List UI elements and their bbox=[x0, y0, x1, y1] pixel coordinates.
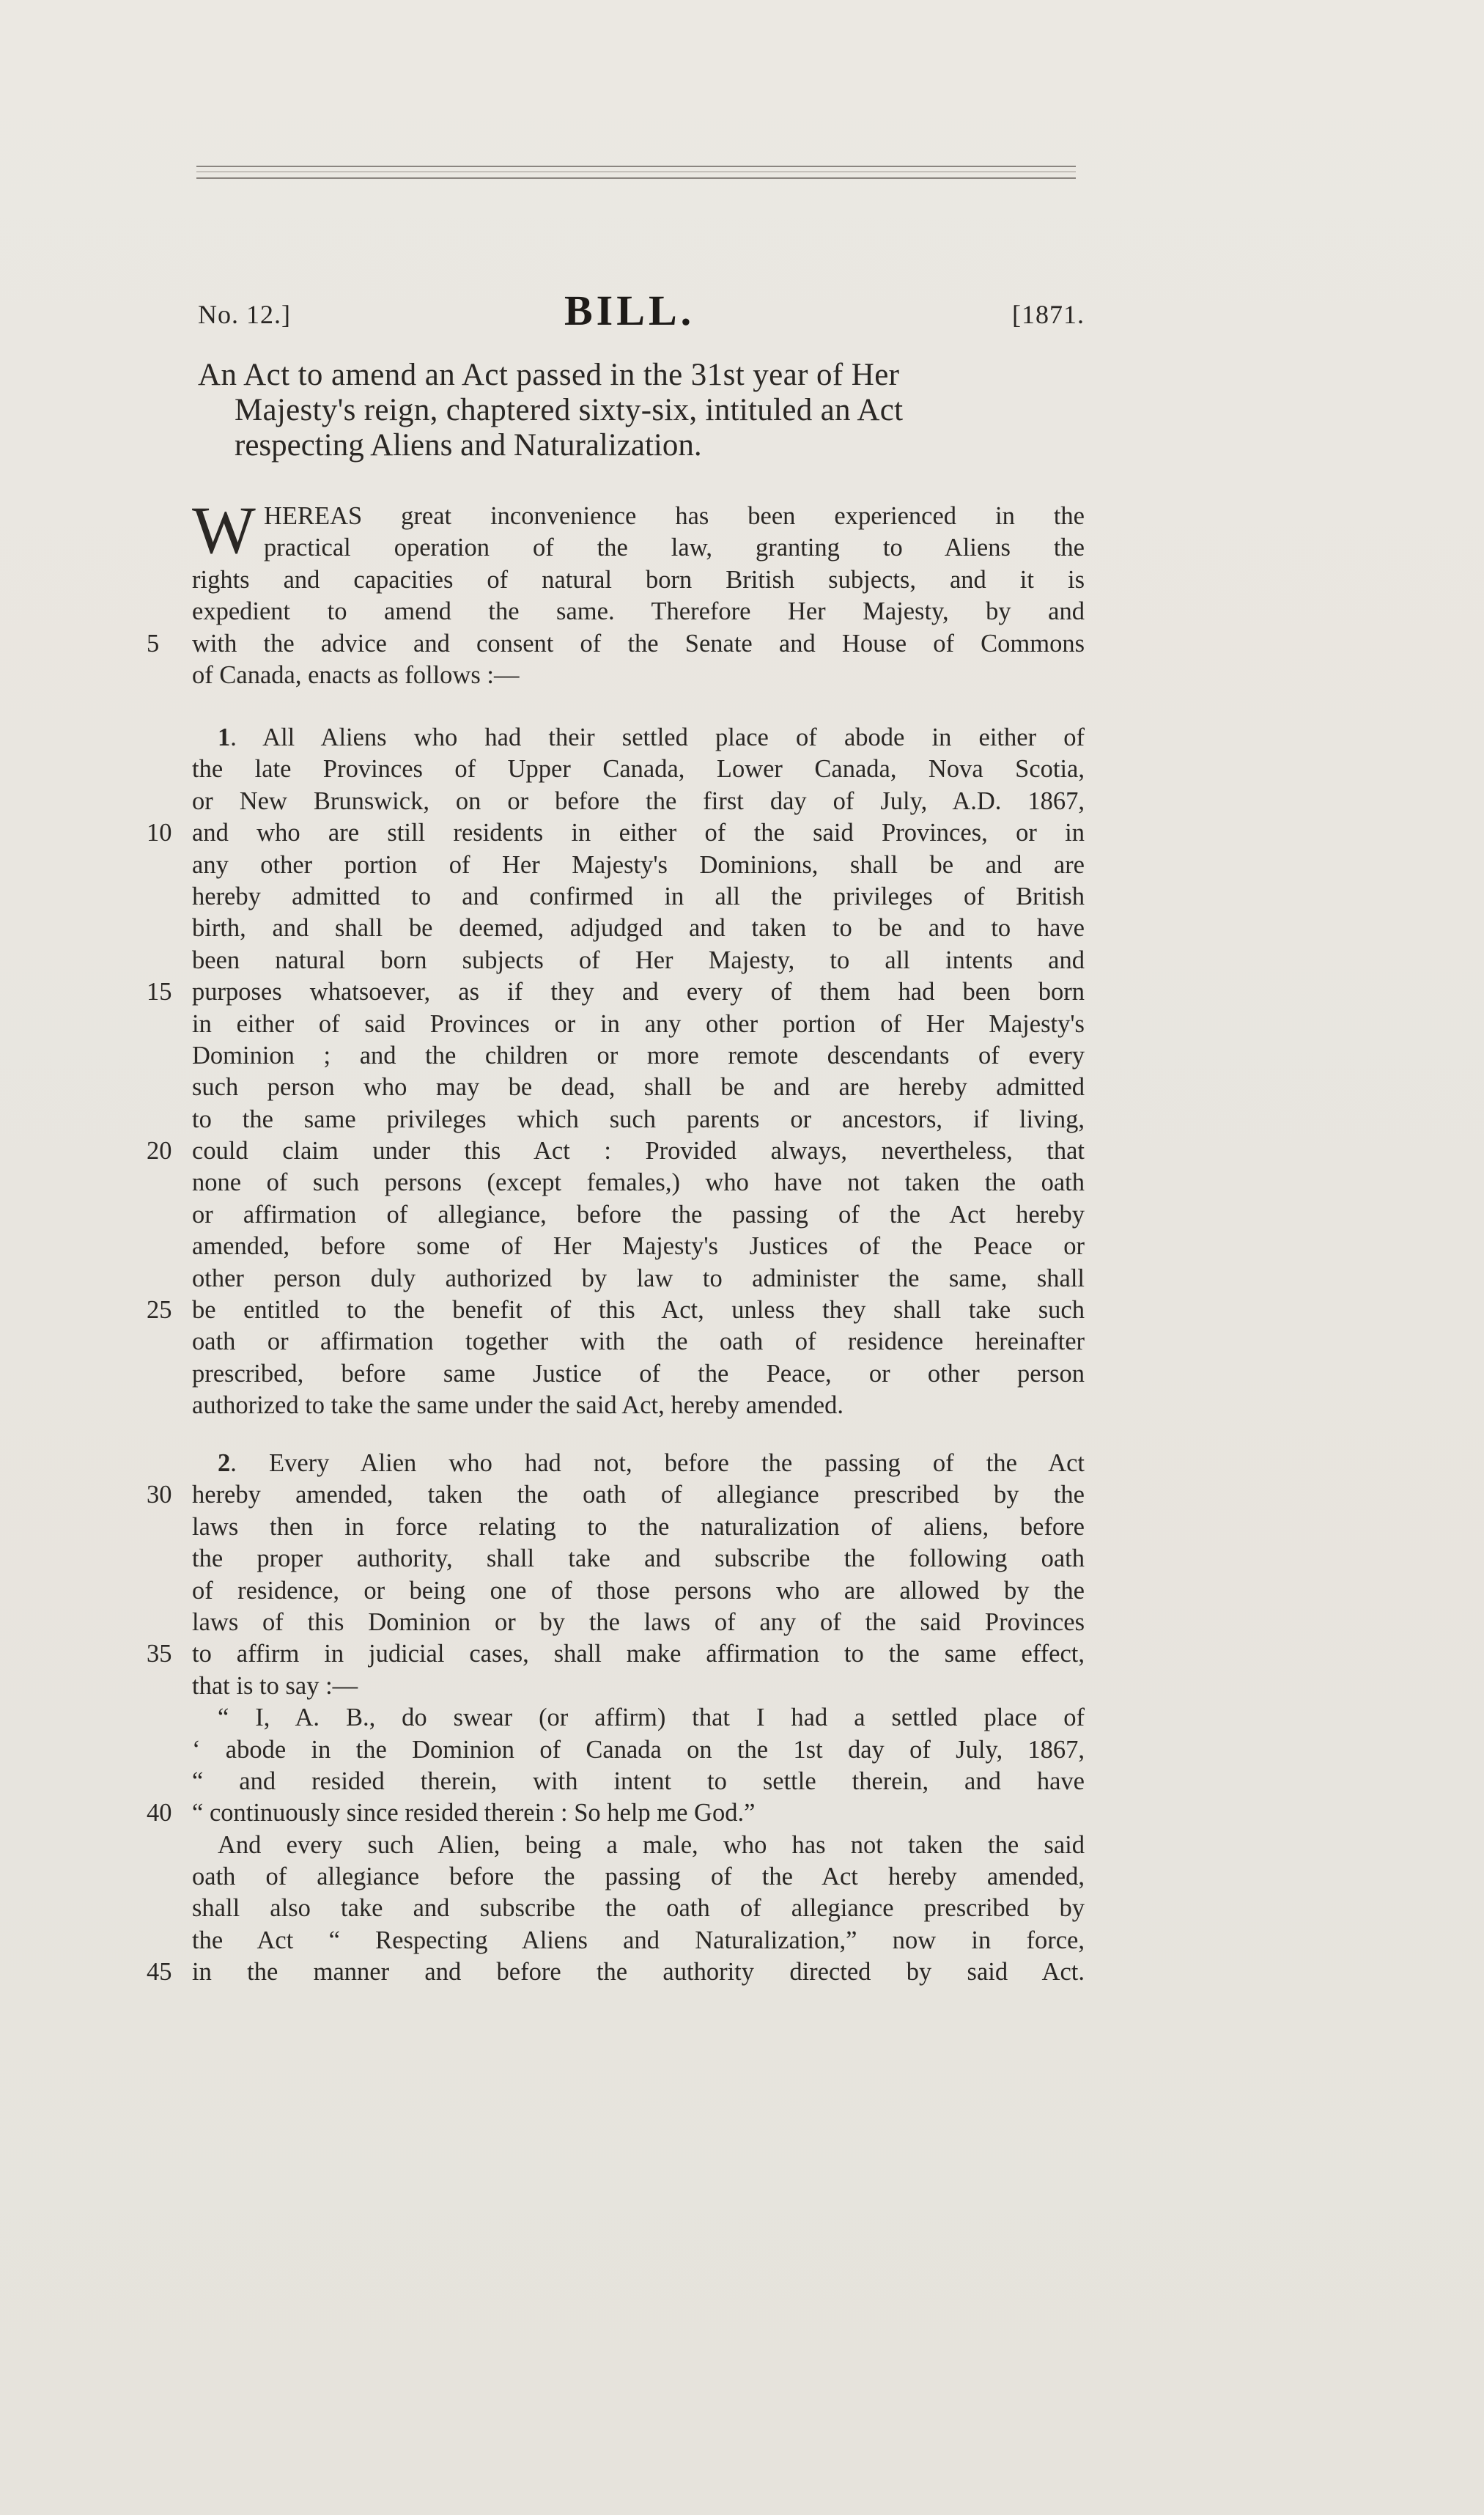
preamble bbox=[147, 493, 1085, 691]
preamble-line-numbered bbox=[147, 628, 1085, 660]
top-rule-lower bbox=[196, 177, 1076, 179]
section-line-text: . Every Alien who had not, before the passing of the Act bbox=[230, 1449, 1085, 1477]
oath-line: “ I, A. B., do swear (or affirm) that I had a settled place of bbox=[218, 1704, 1085, 1732]
section-line-text: could claim under this Act : Provided always, nevertheless, that bbox=[192, 1137, 1085, 1166]
section-line: hereby admitted to and confirmed in all the privileges of British bbox=[192, 882, 1085, 910]
act-title bbox=[198, 358, 1088, 463]
line-number: 40 bbox=[147, 1799, 172, 1827]
section-line-numbered bbox=[147, 1135, 1085, 1167]
section-1-first-line bbox=[192, 722, 1085, 754]
act-title-line: respecting Aliens and Naturalization. bbox=[235, 428, 702, 463]
section-line: any other portion of Her Majesty's Dominions, shall be and are bbox=[192, 850, 1085, 879]
section-line: shall also take and subscribe the oath of allegiance prescribed by bbox=[192, 1894, 1085, 1923]
preamble-line: rights and capacities of natural born British subjects, and it is bbox=[192, 565, 1085, 594]
section-line: of residence, or being one of those persons who are allowed by the bbox=[192, 1576, 1085, 1605]
bill-number: No. 12.] bbox=[198, 300, 291, 329]
section-line-numbered bbox=[147, 817, 1085, 849]
section-line: oath or affirmation together with the oath of residence hereinafter bbox=[192, 1328, 1085, 1356]
section-line-text: and who are still residents in either of the said Provinces, or in bbox=[192, 819, 1085, 847]
section-line: been natural born subjects of Her Majesty, to all intents and bbox=[192, 946, 1085, 974]
section-line-text: be entitled to the benefit of this Act, unless they shall take such bbox=[192, 1296, 1085, 1325]
section-line: or affirmation of allegiance, before the passing of the Act hereby bbox=[192, 1200, 1085, 1229]
top-rule bbox=[196, 166, 1076, 167]
section-line: the late Provinces of Upper Canada, Lower Canada, Nova Scotia, bbox=[192, 755, 1085, 784]
oath-line: ‘ abode in the Dominion of Canada on the 1st day of July, 1867, bbox=[192, 1735, 1085, 1764]
section-line-text: in the manner and before the authority directed by said Act. bbox=[192, 1958, 1085, 1986]
line-number: 30 bbox=[147, 1481, 172, 1509]
oath-line-text: “ continuously since resided therein : So help me God.” bbox=[192, 1799, 756, 1827]
section-line: such person who may be dead, shall be and are hereby admitted bbox=[192, 1073, 1085, 1102]
bill-title: BILL. bbox=[564, 287, 695, 334]
line-number: 25 bbox=[147, 1296, 172, 1325]
section-line: in either of said Provinces or in any other portion of Her Majesty's bbox=[192, 1009, 1085, 1038]
section-line-text: to affirm in judicial cases, shall make affirmation to the same effect, bbox=[192, 1640, 1085, 1668]
section-line-text: . All Aliens who had their settled place of abode in either of bbox=[230, 723, 1085, 751]
line-number: 20 bbox=[147, 1137, 172, 1166]
section-line-numbered bbox=[147, 976, 1085, 1008]
section-line: birth, and shall be deemed, adjudged and taken to be and to have bbox=[192, 914, 1085, 943]
oath-line-numbered bbox=[147, 1797, 1085, 1829]
preamble-line: of Canada, enacts as follows :— bbox=[192, 660, 520, 689]
oath-line: “ and resided therein, with intent to settle therein, and have bbox=[192, 1767, 1085, 1795]
section-line-text: hereby amended, taken the oath of allegiance prescribed by the bbox=[192, 1481, 1085, 1509]
line-number: 5 bbox=[147, 629, 160, 658]
section-line-numbered bbox=[147, 1956, 1085, 1988]
drop-cap: W bbox=[192, 493, 256, 567]
section-line: to the same privileges which such parents or ancestors, if living, bbox=[192, 1105, 1085, 1133]
bill-year: [1871. bbox=[1012, 300, 1085, 329]
section-number: 2 bbox=[218, 1449, 231, 1477]
section-line: the Act “ Respecting Aliens and Naturalization,” now in force, bbox=[192, 1926, 1085, 1954]
section-line-numbered bbox=[147, 1638, 1085, 1670]
section-line: And every such Alien, being a male, who has not taken the said bbox=[218, 1830, 1085, 1859]
section-number: 1 bbox=[218, 723, 231, 751]
act-title-line: Majesty's reign, chaptered sixty-six, intituled an Act bbox=[235, 393, 904, 427]
bill-header bbox=[198, 286, 1085, 337]
line-number: 35 bbox=[147, 1640, 172, 1668]
section-line: none of such persons (except females,) who have not taken the oath bbox=[192, 1168, 1085, 1197]
section-line: or New Brunswick, on or before the first day of July, A.D. 1867, bbox=[192, 787, 1085, 815]
section-line: prescribed, before same Justice of the Peace, or other person bbox=[192, 1359, 1085, 1388]
line-number: 10 bbox=[147, 819, 172, 847]
act-title-line: An Act to amend an Act passed in the 31st year of Her bbox=[198, 358, 900, 392]
section-line-numbered bbox=[147, 1479, 1085, 1511]
section-line: oath of allegiance before the passing of the Act hereby amended, bbox=[192, 1863, 1085, 1891]
section-2-first-line bbox=[192, 1448, 1085, 1479]
section-line: laws then in force relating to the naturalization of aliens, before bbox=[192, 1512, 1085, 1541]
section-line: authorized to take the same under the said Act, hereby amended. bbox=[192, 1391, 843, 1420]
section-1 bbox=[147, 722, 1085, 1422]
line-number: 45 bbox=[147, 1958, 172, 1986]
preamble-line: practical operation of the law, granting to Aliens the bbox=[264, 534, 1085, 562]
section-line: Dominion ; and the children or more remote descendants of every bbox=[192, 1041, 1085, 1069]
section-2 bbox=[147, 1448, 1085, 1989]
preamble-line: expedient to amend the same. Therefore Her Majesty, by and bbox=[192, 597, 1085, 626]
section-line: amended, before some of Her Majesty's Justices of the Peace or bbox=[192, 1232, 1085, 1261]
section-line: other person duly authorized by law to administer the same, shall bbox=[192, 1264, 1085, 1292]
section-line-numbered bbox=[147, 1295, 1085, 1326]
preamble-line-text: with the advice and consent of the Senate and House of Commons bbox=[192, 629, 1085, 658]
section-line-text: purposes whatsoever, as if they and every of them had been born bbox=[192, 978, 1085, 1006]
section-line: laws of this Dominion or by the laws of any of the said Provinces bbox=[192, 1608, 1085, 1636]
section-line: that is to say :— bbox=[192, 1671, 358, 1700]
section-line: the proper authority, shall take and subscribe the following oath bbox=[192, 1544, 1085, 1573]
line-number: 15 bbox=[147, 978, 172, 1006]
preamble-line: HEREAS great inconvenience has been experienced in the bbox=[264, 502, 1085, 530]
